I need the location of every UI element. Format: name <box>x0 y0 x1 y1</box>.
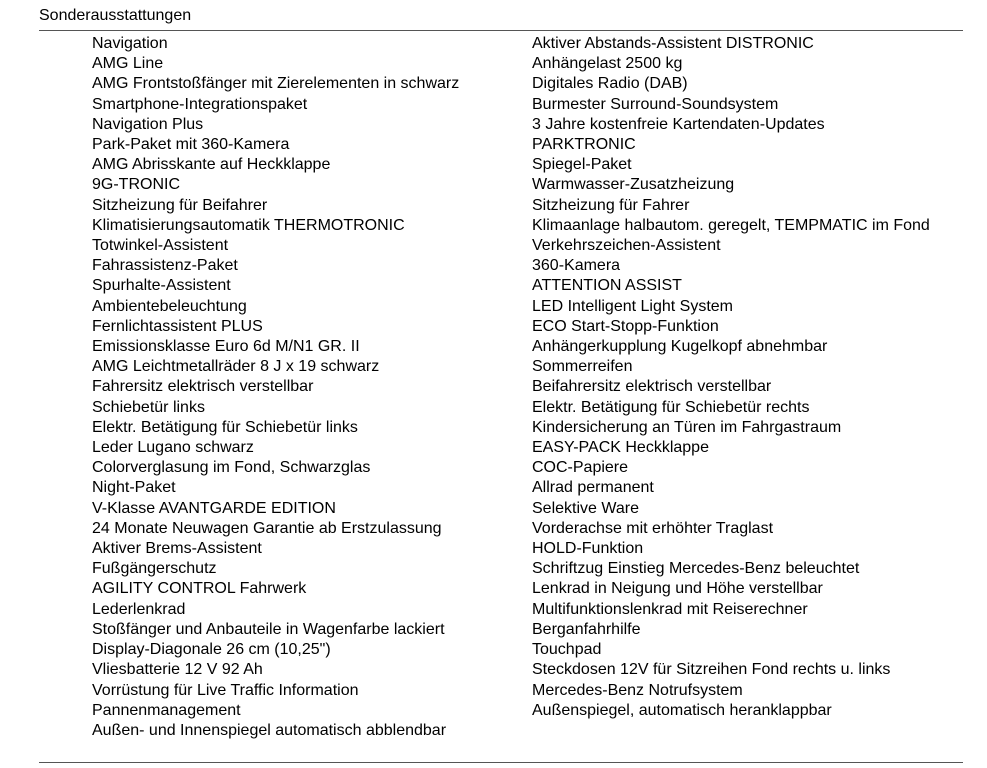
equipment-item: Schriftzug Einstieg Mercedes-Benz beleuchtet <box>532 560 860 578</box>
equipment-item: Vliesbatterie 12 V 92 Ah <box>92 661 263 679</box>
equipment-item: Aktiver Abstands-Assistent DISTRONIC <box>532 35 814 52</box>
equipment-item: 9G-TRONIC <box>92 176 180 194</box>
equipment-item: 3 Jahre kostenfreie Kartendaten-Updates <box>532 115 825 133</box>
equipment-item: Navigation Plus <box>92 115 204 133</box>
equipment-item: Multifunktionslenkrad mit Reiserechner <box>532 600 808 618</box>
equipment-item: Warmwasser-Zusatzheizung <box>532 176 735 194</box>
equipment-item: ECO Start-Stopp-Funktion <box>532 317 719 335</box>
equipment-item: Park-Paket mit 360-Kamera <box>92 136 290 154</box>
equipment-item: Schiebetür links <box>92 398 205 416</box>
equipment-item: Night-Paket <box>92 479 176 497</box>
equipment-item: Touchpad <box>532 641 602 659</box>
equipment-item: Fernlichtassistent PLUS <box>92 317 263 335</box>
equipment-list-right <box>532 34 950 721</box>
equipment-item: Sommerreifen <box>532 358 633 376</box>
equipment-item: Anhängerkupplung Kugelkopf abnehmbar <box>532 338 828 356</box>
equipment-item: Fahrersitz elektrisch verstellbar <box>92 378 314 396</box>
equipment-item: Fußgängerschutz <box>92 560 217 578</box>
equipment-item: Steckdosen 12V für Sitzreihen Fond rechts u. links <box>532 661 891 679</box>
equipment-item: AMG Line <box>92 55 164 73</box>
equipment-item: HOLD-Funktion <box>532 540 644 558</box>
equipment-item: Klimaanlage halbautom. geregelt, TEMPMATIC im Fond <box>532 216 930 234</box>
equipment-item: Außen- und Innenspiegel automatisch abblendbar <box>92 721 447 739</box>
equipment-item: Elektr. Betätigung für Schiebetür rechts <box>532 398 810 416</box>
equipment-item: Vorrüstung für Live Traffic Information <box>92 681 359 699</box>
equipment-item: Verkehrszeichen-Assistent <box>532 237 721 255</box>
equipment-item: Kindersicherung an Türen im Fahrgastraum <box>532 418 842 436</box>
equipment-item: Beifahrersitz elektrisch verstellbar <box>532 378 772 396</box>
equipment-item: Emissionsklasse Euro 6d M/N1 GR. II <box>92 338 360 356</box>
equipment-item: LED Intelligent Light System <box>532 297 733 315</box>
equipment-item: Vorderachse mit erhöhter Traglast <box>532 519 774 537</box>
equipment-item: Colorverglasung im Fond, Schwarzglas <box>92 459 371 477</box>
equipment-item: AMG Abrisskante auf Heckklappe <box>92 156 331 174</box>
equipment-item: Spurhalte-Assistent <box>92 277 231 295</box>
top-divider <box>39 30 963 31</box>
equipment-item: Totwinkel-Assistent <box>92 237 229 255</box>
equipment-item: 24 Monate Neuwagen Garantie ab Erstzulassung <box>92 519 442 537</box>
equipment-item: Smartphone-Integrationspaket <box>92 95 308 113</box>
equipment-item: COC-Papiere <box>532 459 629 477</box>
equipment-item: Fahrassistenz-Paket <box>92 257 238 275</box>
equipment-item: Klimatisierungsautomatik THERMOTRONIC <box>92 216 405 234</box>
equipment-item: Selektive Ware <box>532 499 639 517</box>
equipment-item: Allrad permanent <box>532 479 654 497</box>
equipment-item: V-Klasse AVANTGARDE EDITION <box>92 499 336 517</box>
equipment-item: Display-Diagonale 26 cm (10,25") <box>92 641 331 659</box>
equipment-item: Leder Lugano schwarz <box>92 439 254 457</box>
equipment-item: AMG Frontstoßfänger mit Zierelementen in schwarz <box>92 75 460 93</box>
equipment-item: Elektr. Betätigung für Schiebetür links <box>92 418 358 436</box>
equipment-item: Berganfahrhilfe <box>532 620 641 638</box>
equipment-item: Navigation <box>92 35 168 52</box>
equipment-item: 360-Kamera <box>532 257 621 275</box>
equipment-item: Außenspiegel, automatisch heranklappbar <box>532 701 832 719</box>
equipment-item: Spiegel-Paket <box>532 156 632 174</box>
equipment-item: Pannenmanagement <box>92 701 241 719</box>
equipment-item: ATTENTION ASSIST <box>532 277 682 295</box>
equipment-item: Ambientebeleuchtung <box>92 297 247 315</box>
section-title: Sonderausstattungen <box>39 7 192 24</box>
equipment-item: Sitzheizung für Fahrer <box>532 196 690 214</box>
equipment-item: Burmester Surround-Soundsystem <box>532 95 779 113</box>
equipment-item: Lenkrad in Neigung und Höhe verstellbar <box>532 580 823 598</box>
equipment-item: Anhängelast 2500 kg <box>532 55 683 73</box>
equipment-item: Lederlenkrad <box>92 600 186 618</box>
equipment-item: AGILITY CONTROL Fahrwerk <box>92 580 307 598</box>
equipment-item: EASY-PACK Heckklappe <box>532 439 709 457</box>
equipment-item: AMG Leichtmetallräder 8 J x 19 schwarz <box>92 358 380 376</box>
bottom-divider <box>39 762 963 763</box>
equipment-item: Aktiver Brems-Assistent <box>92 540 262 558</box>
equipment-item: Mercedes-Benz Notrufsystem <box>532 681 743 699</box>
equipment-item: Digitales Radio (DAB) <box>532 75 688 93</box>
equipment-item: Sitzheizung für Beifahrer <box>92 196 268 214</box>
equipment-item: Stoßfänger und Anbauteile in Wagenfarbe lackiert <box>92 620 445 638</box>
equipment-list-left <box>92 34 522 741</box>
equipment-item: PARKTRONIC <box>532 136 636 154</box>
